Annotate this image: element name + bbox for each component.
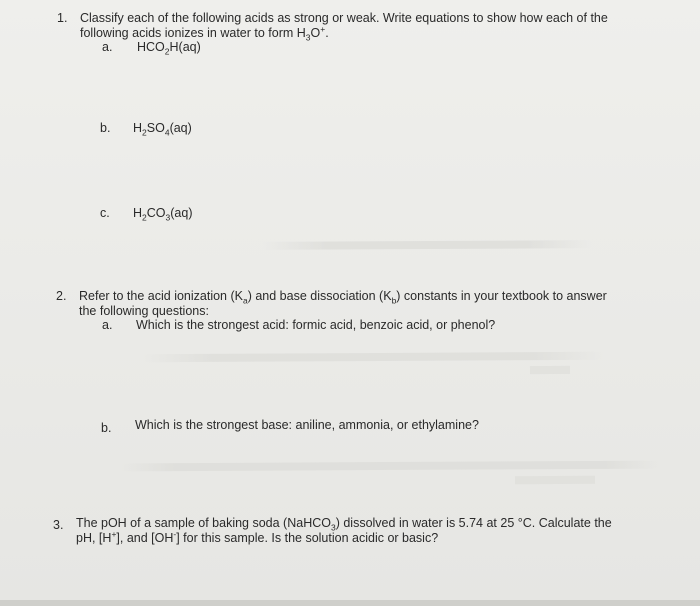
question-2a-letter: a. [102,318,113,332]
question-2b-text: Which is the strongest base: aniline, ammonia, or ethylamine? [135,418,479,432]
bleed-through-mark [120,461,660,472]
question-1a-letter: a. [102,40,113,54]
question-1c-formula: $H_2CO_3(aq)$ [133,206,193,223]
question-2a-text: Which is the strongest acid: formic acid, benzoic acid, or phenol? [136,318,496,332]
question-2b-letter: b. [101,421,112,435]
bleed-through-mark [530,366,570,374]
question-1a-formula: $HCO_2H(aq)$ [137,40,201,57]
question-3-line-2: pH, [H+], and [OH-] for this sample. Is the solution acidic or basic? [76,528,439,545]
question-3-number: 3. [53,518,64,532]
question-1-number: 1. [57,11,68,25]
bleed-through-mark [143,352,603,362]
bleed-through-mark [515,476,595,484]
question-3-line-1: The pOH of a sample of baking soda (NaHCO$_3$) dissolved in water is 5.74 at 25 °C. Calculate the [76,516,612,533]
question-1c-letter: c. [100,206,110,220]
question-1-line-2: following acids ionizes in water to form $H_3O^+$. [80,23,329,43]
question-2-line-2: the following questions: [79,304,209,318]
question-1b-letter: b. [100,121,111,135]
bleed-through-mark [262,240,592,250]
question-2-number: 2. [56,289,67,303]
question-2-line-1: Refer to the acid ionization $(K_a)$ and base dissociation $(K_b)$ constants in your textbook to answer [79,289,607,306]
question-1b-formula: $H_2SO_4(aq)$ [133,121,192,138]
question-1-line-1: Classify each of the following acids as strong or weak. Write equations to show how each of the [80,11,608,25]
